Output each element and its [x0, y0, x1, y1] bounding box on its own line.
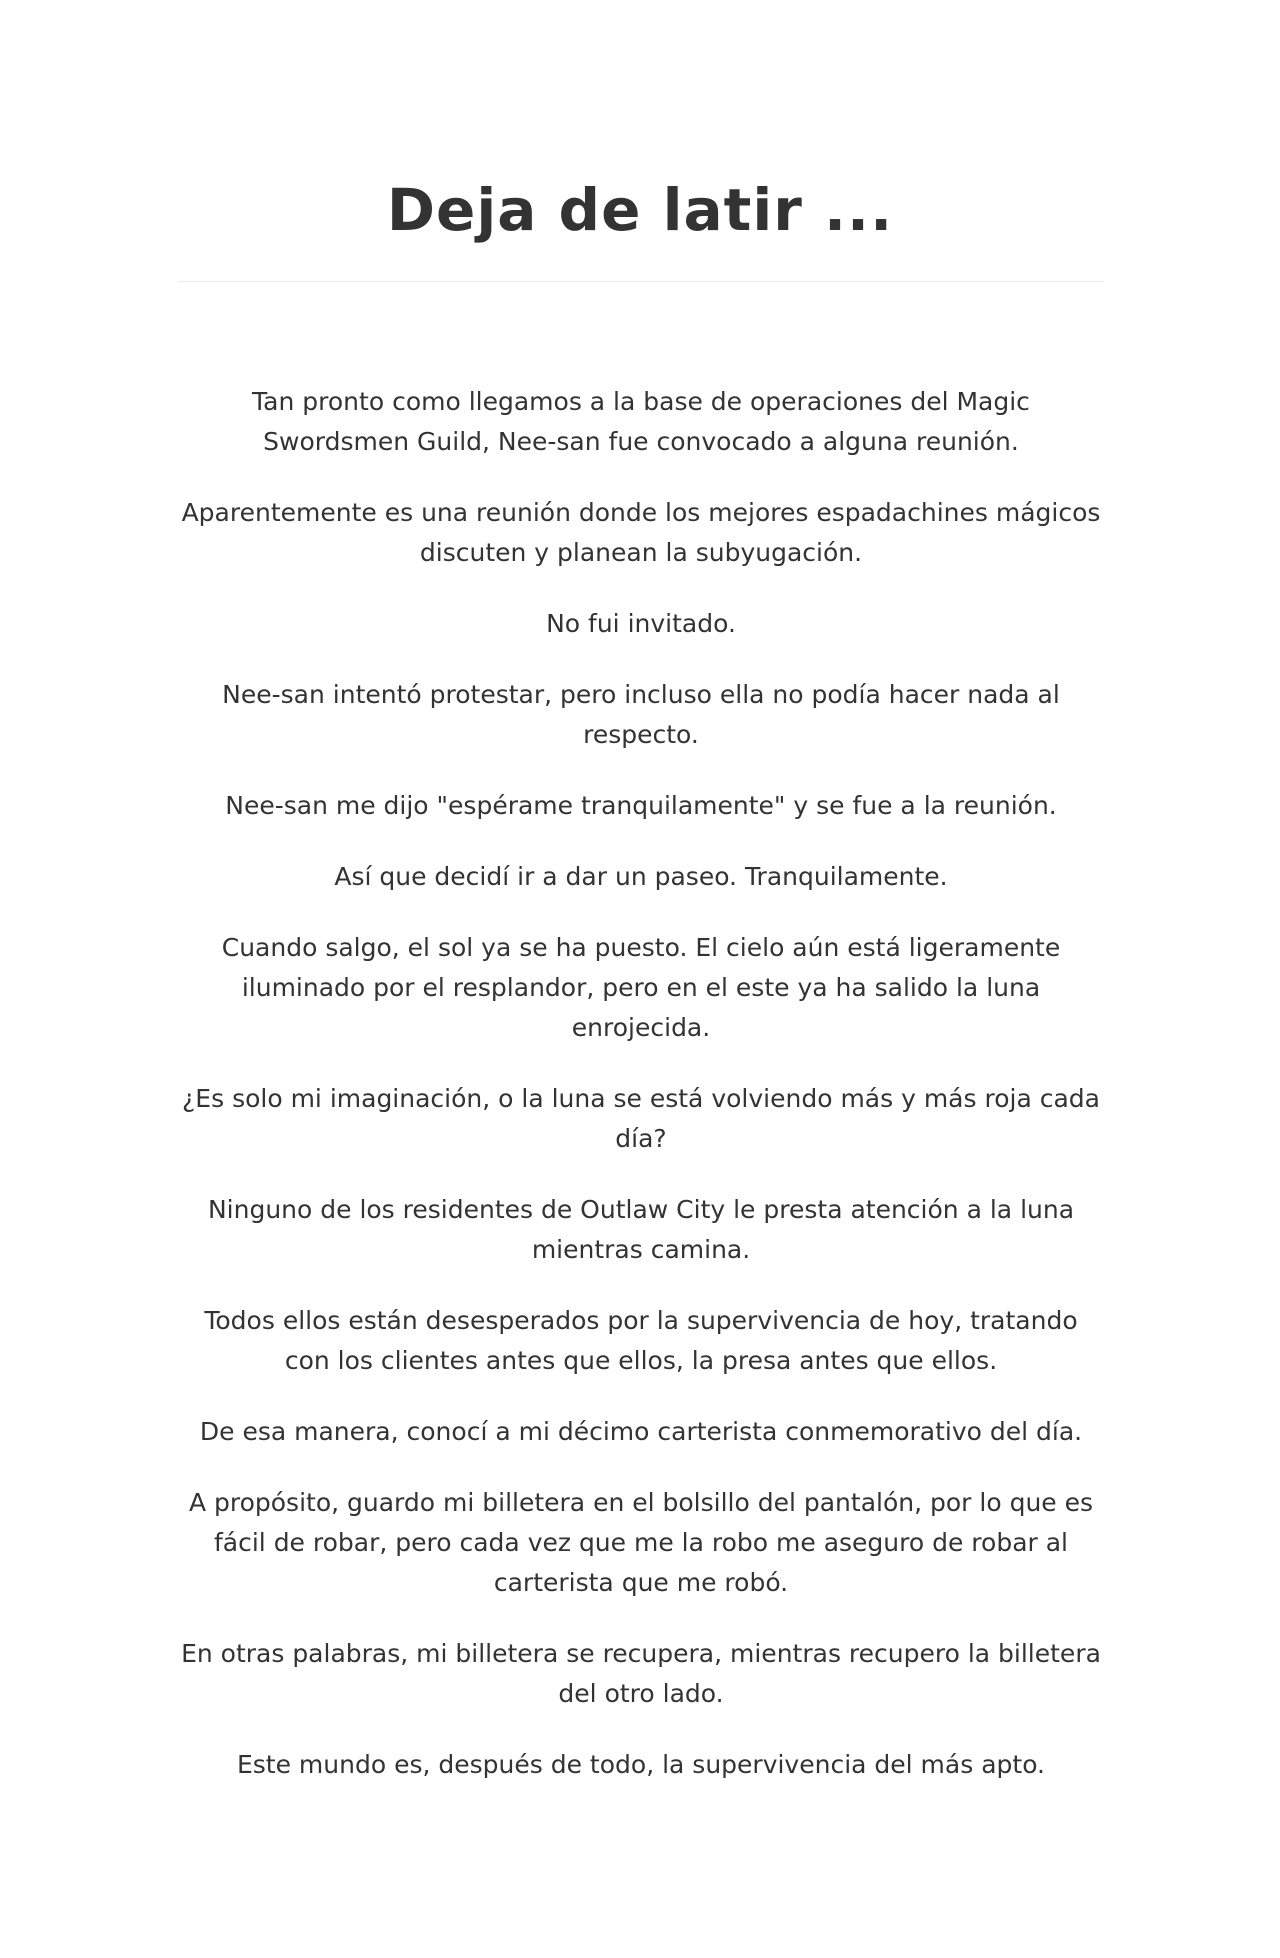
story-paragraph: Nee-san me dijo "espérame tranquilamente" y se fue a la reunión. [225, 791, 1057, 820]
story-paragraph: Aparentemente es una reunión donde los mejores espadachines mágicos discuten y planean la subyugación. [181, 498, 1101, 567]
story-paragraph: ¿Es solo mi imaginación, o la luna se está volviendo más y más roja cada día? [182, 1084, 1100, 1153]
story-paragraph: Este mundo es, después de todo, la supervivencia del más apto. [236, 1750, 1045, 1779]
story-paragraph: Nee-san intentó protestar, pero incluso ella no podía hacer nada al respecto. [222, 680, 1060, 749]
story-paragraph: No fui invitado. [546, 609, 736, 638]
story-paragraph: Así que decidí ir a dar un paseo. Tranquilamente. [334, 862, 948, 891]
chapter-title: Deja de latir ... [386, 176, 894, 244]
story-paragraph: De esa manera, conocí a mi décimo carterista conmemorativo del día. [199, 1417, 1083, 1446]
story-paragraph: A propósito, guardo mi billetera en el bolsillo del pantalón, por lo que es fácil de robar, pero cada vez que me la robo me aseguro de robar al carterista que me robó. [188, 1488, 1094, 1597]
story-paragraph: Cuando salgo, el sol ya se ha puesto. El cielo aún está ligeramente iluminado por el resplandor, pero en el este ya ha salido la luna enrojecida. [221, 933, 1061, 1042]
story-paragraph: En otras palabras, mi billetera se recupera, mientras recupero la billetera del otro lado. [181, 1639, 1101, 1708]
title-divider [178, 281, 1104, 282]
story-paragraph: Todos ellos están desesperados por la supervivencia de hoy, tratando con los clientes antes que ellos, la presa antes que ellos. [204, 1306, 1078, 1375]
story-paragraph: Tan pronto como llegamos a la base de operaciones del Magic Swordsmen Guild, Nee-san fue convocado a alguna reunión. [252, 387, 1030, 456]
story-paragraph: Ninguno de los residentes de Outlaw City le presta atención a la luna mientras camina. [207, 1195, 1075, 1264]
story-body [178, 382, 1104, 1816]
